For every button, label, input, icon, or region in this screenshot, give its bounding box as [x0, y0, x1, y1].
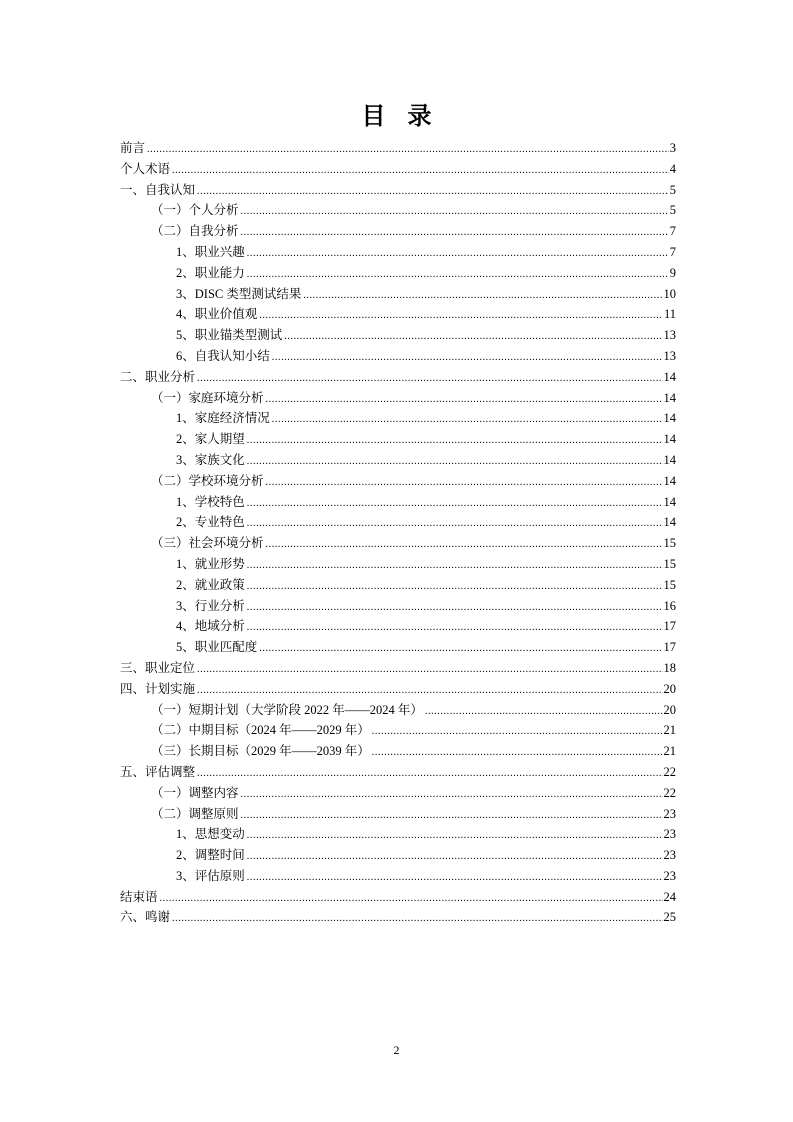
toc-entry-label: 5、职业锚类型测试 [176, 328, 283, 343]
toc-dot-leader [197, 764, 662, 785]
toc-entry-page: 23 [663, 848, 676, 863]
toc-entry-label: 2、家人期望 [176, 432, 245, 447]
toc-dot-leader [272, 348, 663, 369]
toc-entry-page: 5 [669, 203, 676, 218]
toc-entry[interactable] [120, 762, 676, 783]
toc-dot-leader [172, 161, 669, 182]
toc-entry[interactable] [120, 138, 676, 159]
toc-entry[interactable] [120, 408, 676, 429]
toc-entry-label: （一）短期计划（大学阶段 2022 年——2024 年） [151, 702, 423, 717]
toc-entry-label: 六、鸣谢 [120, 910, 171, 925]
toc-entry-page: 24 [663, 889, 676, 904]
toc-entry-label: 2、就业政策 [176, 577, 245, 592]
toc-dot-leader [372, 743, 663, 764]
toc-dot-leader [197, 681, 662, 702]
toc-entry-label: （二）自我分析 [151, 224, 239, 239]
toc-dot-leader [247, 598, 663, 619]
toc-dot-leader [147, 140, 669, 161]
toc-dot-leader [247, 556, 663, 577]
toc-entry[interactable] [120, 200, 676, 221]
toc-entry-page: 22 [663, 785, 676, 800]
toc-entry-label: 4、地域分析 [176, 619, 245, 634]
toc-entry[interactable] [120, 367, 676, 388]
toc-entry-page: 13 [663, 328, 676, 343]
toc-entry[interactable] [120, 346, 676, 367]
toc-entry[interactable] [120, 804, 676, 825]
toc-dot-leader [247, 577, 663, 598]
toc-entry-page: 16 [663, 598, 676, 613]
toc-entry[interactable] [120, 637, 676, 658]
toc-entry-page: 15 [663, 536, 676, 551]
toc-dot-leader [247, 514, 663, 535]
toc-entry-label: 结束语 [120, 889, 158, 904]
toc-entry-page: 5 [669, 182, 676, 197]
toc-entry-page: 10 [663, 286, 676, 301]
toc-entry-page: 7 [669, 224, 676, 239]
toc-dot-leader [197, 660, 662, 681]
toc-entry[interactable] [120, 492, 676, 513]
toc-dot-leader [241, 223, 669, 244]
toc-dot-leader [172, 909, 662, 930]
toc-entry-label: （二）调整原则 [151, 806, 239, 821]
toc-entry-label: 一、自我认知 [120, 182, 196, 197]
toc-entry-page: 14 [663, 390, 676, 405]
toc-entry-label: 5、职业匹配度 [176, 640, 258, 655]
toc-entry[interactable] [120, 304, 676, 325]
toc-entry-label: 四、计划实施 [120, 681, 196, 696]
toc-entry-label: 3、行业分析 [176, 598, 245, 613]
toc-entry[interactable] [120, 180, 676, 201]
toc-entry[interactable] [120, 658, 676, 679]
toc-entry-page: 15 [663, 577, 676, 592]
toc-entry-label: （三）社会环境分析 [151, 536, 264, 551]
toc-dot-leader [241, 202, 669, 223]
toc-entry-label: （二）中期目标（2024 年——2029 年） [151, 723, 370, 738]
toc-dot-leader [425, 702, 663, 723]
toc-entry-page: 14 [663, 494, 676, 509]
toc-dot-leader [241, 806, 663, 827]
toc-entry-page: 11 [663, 307, 676, 322]
toc-entry[interactable] [120, 554, 676, 575]
toc-entry[interactable] [120, 887, 676, 908]
toc-entry-page: 21 [663, 723, 676, 738]
toc-entry-label: （一）个人分析 [151, 203, 239, 218]
toc-entry-label: 三、职业定位 [120, 660, 196, 675]
toc-entry-page: 14 [663, 473, 676, 488]
toc-entry-label: 1、就业形势 [176, 556, 245, 571]
toc-entry[interactable] [120, 824, 676, 845]
toc-entry-page: 25 [663, 910, 676, 925]
toc-entry-label: 1、思想变动 [176, 827, 245, 842]
toc-dot-leader [266, 390, 663, 411]
toc-entry-page: 22 [663, 764, 676, 779]
toc-dot-leader [303, 286, 662, 307]
toc-entry[interactable] [120, 263, 676, 284]
toc-entry-page: 23 [663, 868, 676, 883]
toc-entry[interactable] [120, 221, 676, 242]
toc-entry-page: 21 [663, 744, 676, 759]
toc-dot-leader [247, 618, 663, 639]
toc-dot-leader [247, 847, 663, 868]
toc-entry-label: 个人术语 [120, 161, 171, 176]
toc-entry[interactable] [120, 284, 676, 305]
toc-entry-label: 2、职业能力 [176, 265, 245, 280]
toc-entry-page: 23 [663, 827, 676, 842]
toc-entry-label: 1、学校特色 [176, 494, 245, 509]
toc-entry-page: 7 [669, 244, 676, 259]
toc-entry[interactable] [120, 450, 676, 471]
toc-entry-page: 14 [663, 432, 676, 447]
toc-entry[interactable] [120, 845, 676, 866]
toc-entry[interactable] [120, 783, 676, 804]
toc-entry-page: 9 [669, 265, 676, 280]
toc-dot-leader [284, 327, 662, 348]
toc-entry-label: （一）调整内容 [151, 785, 239, 800]
toc-entry[interactable] [120, 866, 676, 887]
toc-entry-label: 前言 [120, 141, 146, 155]
page-title: 目录 [361, 102, 454, 130]
toc-entry-label: 五、评估调整 [120, 764, 196, 779]
toc-entry[interactable] [120, 471, 676, 492]
toc-entry[interactable] [120, 325, 676, 346]
toc-dot-leader [266, 473, 663, 494]
toc-dot-leader [197, 182, 669, 203]
toc-dot-leader [247, 244, 669, 265]
toc-entry-label: 6、自我认知小结 [176, 348, 270, 363]
toc-entry-label: 2、调整时间 [176, 848, 245, 863]
toc-dot-leader [247, 494, 663, 515]
toc-entry[interactable] [120, 700, 676, 721]
toc-dot-leader [247, 452, 663, 473]
toc-entry[interactable] [120, 616, 676, 637]
toc-entry-page: 13 [663, 348, 676, 363]
toc-entry-page: 14 [663, 452, 676, 467]
toc-entry-page: 14 [663, 411, 676, 426]
toc-dot-leader [247, 826, 663, 847]
table-of-contents [120, 138, 676, 928]
toc-dot-leader [197, 369, 662, 390]
toc-entry-page: 20 [663, 681, 676, 696]
toc-entry[interactable] [120, 575, 676, 596]
toc-dot-leader [160, 889, 663, 910]
toc-dot-leader [241, 785, 663, 806]
toc-entry-label: 3、家族文化 [176, 452, 245, 467]
toc-entry-label: （二）学校环境分析 [151, 473, 264, 488]
toc-entry-page: 17 [663, 619, 676, 634]
toc-entry-label: 4、职业价值观 [176, 307, 258, 322]
toc-entry-page: 14 [663, 515, 676, 530]
toc-entry[interactable] [120, 512, 676, 533]
toc-entry[interactable] [120, 429, 676, 450]
toc-entry-page: 3 [669, 141, 676, 155]
toc-entry[interactable] [120, 741, 676, 762]
toc-entry[interactable] [120, 388, 676, 409]
toc-entry-label: （一）家庭环境分析 [151, 390, 264, 405]
toc-dot-leader [259, 639, 662, 660]
toc-entry-page: 14 [663, 369, 676, 384]
toc-dot-leader [247, 265, 669, 286]
toc-entry-page: 4 [669, 161, 676, 176]
toc-entry[interactable] [120, 533, 676, 554]
toc-dot-leader [247, 868, 663, 889]
toc-entry-page: 23 [663, 806, 676, 821]
toc-entry[interactable] [120, 596, 676, 617]
toc-entry[interactable] [120, 907, 676, 928]
page-number: 2 [393, 1043, 400, 1057]
toc-dot-leader [266, 535, 663, 556]
toc-entry-label: 1、职业兴趣 [176, 244, 245, 259]
toc-entry-page: 17 [663, 640, 676, 655]
toc-entry-label: 1、家庭经济情况 [176, 411, 270, 426]
toc-entry-label: （三）长期目标（2029 年——2039 年） [151, 744, 370, 759]
toc-entry[interactable] [120, 679, 676, 700]
toc-entry[interactable] [120, 242, 676, 263]
toc-entry-page: 18 [663, 660, 676, 675]
toc-dot-leader [272, 410, 663, 431]
toc-entry-label: 3、DISC 类型测试结果 [176, 286, 302, 301]
toc-dot-leader [259, 306, 663, 327]
toc-entry-page: 15 [663, 556, 676, 571]
toc-entry-page: 20 [663, 702, 676, 717]
toc-entry-label: 3、评估原则 [176, 868, 245, 883]
toc-entry-label: 2、专业特色 [176, 515, 245, 530]
toc-entry[interactable] [120, 720, 676, 741]
toc-dot-leader [372, 722, 663, 743]
toc-entry[interactable] [120, 159, 676, 180]
toc-dot-leader [247, 431, 663, 452]
toc-entry-label: 二、职业分析 [120, 369, 196, 384]
